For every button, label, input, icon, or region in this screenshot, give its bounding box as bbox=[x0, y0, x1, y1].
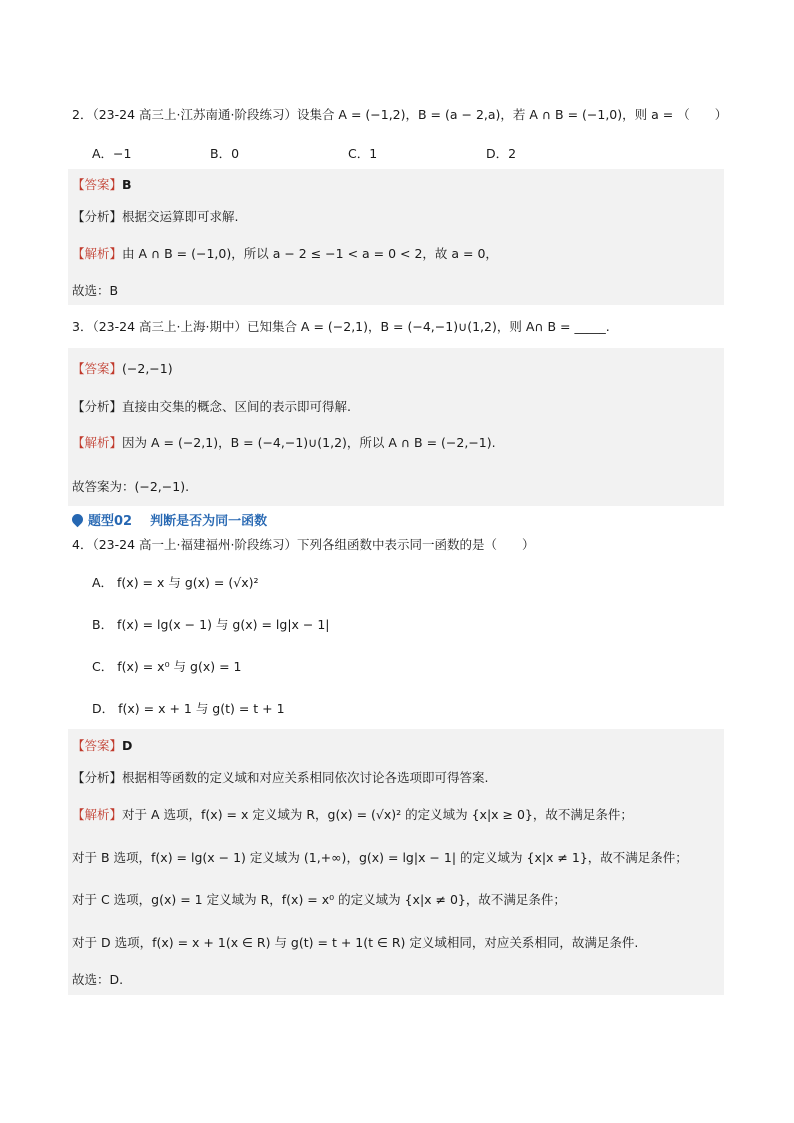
q4-option-a: A． f(x) = x 与 g(x) = (√x)² bbox=[92, 575, 259, 590]
q2-option-b: B．0 bbox=[210, 146, 240, 161]
section-title: 判断是否为同一函数 bbox=[150, 513, 268, 529]
answer-value: B bbox=[122, 177, 132, 192]
analysis-tag: 【分析】 bbox=[72, 209, 123, 224]
q4-option-d: D． f(x) = x + 1 与 g(t) = t + 1 bbox=[92, 701, 285, 716]
answer-tag: 【答案】 bbox=[72, 361, 123, 376]
q3-stem: 3．（23-24 高三上·上海·期中）已知集合 A = (−2,1)，B = (−4,−1)∪(1,2)，则 A∩ B = _____. bbox=[72, 319, 610, 334]
q4-solution-d: 对于 D 选项，f(x) = x + 1(x ∈ R) 与 g(t) = t + 1(t ∈ R) 定义域相同，对应关系相同，故满足条件. bbox=[72, 935, 639, 950]
q4-option-b: B． f(x) = lg(x − 1) 与 g(x) = lg|x − 1| bbox=[92, 617, 330, 632]
section-heading bbox=[72, 509, 267, 529]
q3-answer-row bbox=[72, 360, 173, 378]
q4-option-c: C． f(x) = x⁰ 与 g(x) = 1 bbox=[92, 659, 242, 674]
q2-answer-row bbox=[72, 176, 132, 194]
q4-final-answer: 故选：D. bbox=[72, 972, 124, 987]
q2-final-answer: 故选：B bbox=[72, 283, 119, 298]
q4-solution-a bbox=[72, 806, 633, 824]
solution-tag: 【解析】 bbox=[72, 807, 123, 822]
q3-final-answer: 故答案为：(−2,−1). bbox=[72, 479, 190, 494]
q2-answer-block bbox=[68, 169, 724, 305]
answer-tag: 【答案】 bbox=[72, 738, 123, 753]
q2-stem: 2．（23-24 高三上·江苏南通·阶段练习）设集合 A = (−1,2)，B = (a − 2,a)，若 A ∩ B = (−1,0)，则 a = （ ） bbox=[72, 107, 728, 122]
solution-text: 由 A ∩ B = (−1,0)，所以 a − 2 ≤ −1 < a = 0 < 2，故 a = 0， bbox=[122, 246, 498, 261]
analysis-tag: 【分析】 bbox=[72, 770, 123, 785]
q4-solution-c: 对于 C 选项，g(x) = 1 定义域为 R，f(x) = x⁰ 的定义域为 {x|x ≠ 0}，故不满足条件； bbox=[72, 892, 566, 907]
q4-answer-row bbox=[72, 737, 132, 755]
q4-stem: 4．（23-24 高一上·福建福州·阶段练习）下列各组函数中表示同一函数的是（ ） bbox=[72, 537, 535, 552]
analysis-text: 根据交运算即可求解. bbox=[122, 209, 239, 224]
solution-tag: 【解析】 bbox=[72, 246, 123, 261]
solution-text: 因为 A = (−2,1)，B = (−4,−1)∪(1,2)，所以 A ∩ B = (−2,−1). bbox=[122, 435, 496, 450]
q2-option-c: C．1 bbox=[348, 146, 378, 161]
section-label: 题型02 bbox=[88, 513, 133, 529]
analysis-tag: 【分析】 bbox=[72, 399, 123, 414]
solution-text: 对于 A 选项，f(x) = x 定义域为 R，g(x) = (√x)² 的定义域为 {x|x ≥ 0}，故不满足条件； bbox=[122, 807, 633, 822]
answer-value: D bbox=[122, 738, 133, 753]
q4-analysis-row bbox=[72, 769, 489, 787]
q3-analysis-row bbox=[72, 398, 351, 416]
q3-solution-row bbox=[72, 434, 496, 452]
answer-value: (−2,−1) bbox=[122, 361, 173, 376]
analysis-text: 直接由交集的概念、区间的表示即可得解. bbox=[122, 399, 351, 414]
q4-solution-b: 对于 B 选项，f(x) = lg(x − 1) 定义域为 (1,+∞)，g(x) = lg|x − 1| 的定义域为 {x|x ≠ 1}，故不满足条件； bbox=[72, 850, 688, 865]
solution-tag: 【解析】 bbox=[72, 435, 123, 450]
analysis-text: 根据相等函数的定义域和对应关系相同依次讨论各选项即可得答案. bbox=[122, 770, 489, 785]
q2-option-a: A．−1 bbox=[92, 146, 132, 161]
location-pin-icon bbox=[70, 511, 86, 527]
answer-tag: 【答案】 bbox=[72, 177, 123, 192]
q2-analysis-row bbox=[72, 208, 239, 226]
q2-option-d: D．2 bbox=[486, 146, 517, 161]
q2-solution-row bbox=[72, 245, 498, 263]
